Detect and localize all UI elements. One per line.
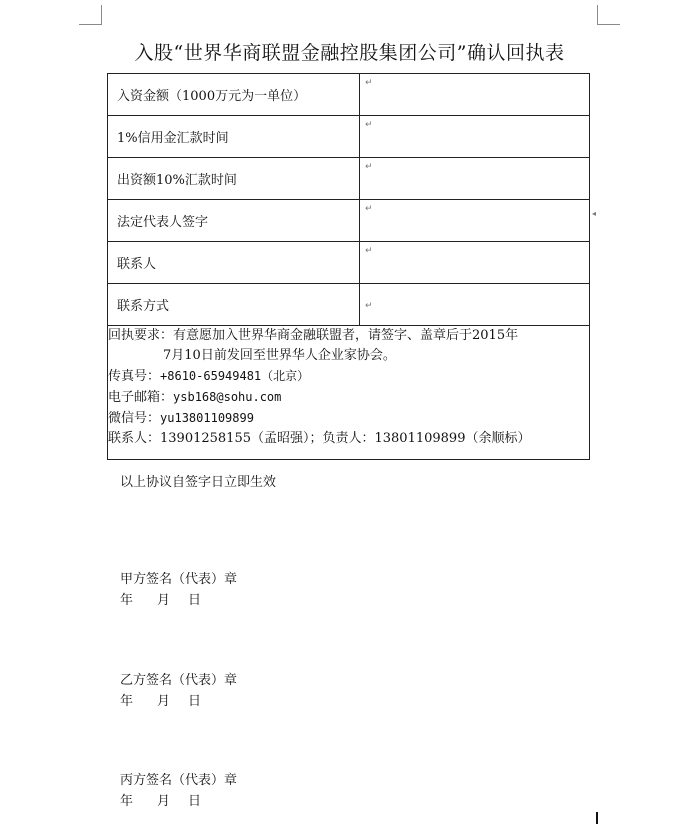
crop-mark-top-left-vertical [101, 5, 102, 25]
requirement-line: 回执要求：有意愿加入世界华商金融联盟者，请签字、盖章后于2015年 [108, 328, 519, 343]
date-day: 日 [188, 593, 202, 608]
form-label: 法定代表人签字 [108, 200, 360, 242]
document-title: 入股“世界华商联盟金融控股集团公司”确认回执表 [134, 42, 565, 64]
fax-number: +8610-65949481（北京） [160, 369, 310, 383]
paragraph-mark-icon: ↵ [365, 78, 373, 88]
date-month: 月 [157, 593, 171, 608]
crop-mark-top-left-horizontal [79, 24, 102, 25]
form-label: 联系方式 [108, 284, 360, 326]
date-month: 月 [157, 694, 171, 709]
signature-date [120, 590, 237, 611]
email-address: ysb168@sohu.com [173, 390, 282, 404]
legal-representative-signature-field[interactable] [360, 200, 590, 242]
date-year: 年 [120, 593, 134, 608]
requirement-line: 7月10日前发回至世界华人企业家协会。 [163, 348, 396, 363]
text-cursor [596, 812, 598, 824]
paragraph-mark-icon: ↵ [365, 120, 373, 130]
paragraph-mark-icon: ↵ [365, 204, 373, 214]
email-line [108, 387, 589, 408]
form-label: 联系人 [108, 242, 360, 284]
form-row-investment-amount [108, 74, 590, 116]
signature-block-party-b [120, 670, 237, 712]
date-day: 日 [188, 694, 202, 709]
form-row-notes [108, 326, 590, 460]
form-row-credit-remittance-time [108, 116, 590, 158]
paragraph-mark-icon: ↵ [365, 162, 373, 172]
contact-line: 联系人：13901258155（孟昭强）；负责人：13801109899（余顺标） [108, 431, 531, 446]
crop-mark-top-right-vertical [597, 5, 598, 25]
form-label: 出资额10%汇款时间 [108, 158, 360, 200]
form-row-legal-representative-signature [108, 200, 590, 242]
signature-date [120, 791, 237, 812]
crop-mark-top-right-horizontal [597, 24, 620, 25]
paragraph-mark-icon: ↵ [365, 301, 373, 311]
form-row-contact-person [108, 242, 590, 284]
signature-label: 甲方签名（代表）章 [120, 572, 238, 587]
wechat-line [108, 408, 589, 429]
effective-statement: 以上协议自签字日立即生效 [120, 475, 277, 490]
credit-remittance-time-field[interactable] [360, 116, 590, 158]
fax-line [108, 366, 589, 387]
wechat-label: 微信号： [108, 411, 161, 426]
wechat-id: yu13801109899 [160, 411, 254, 425]
signature-label: 丙方签名（代表）章 [120, 773, 238, 788]
form-row-contact-method [108, 284, 590, 326]
date-day: 日 [188, 794, 202, 809]
signature-date [120, 691, 237, 712]
contact-person-field[interactable] [360, 242, 590, 284]
signature-label: 乙方签名（代表）章 [120, 673, 238, 688]
signature-block-party-c [120, 770, 237, 812]
signature-block-party-a [120, 569, 237, 611]
investment-amount-field[interactable] [360, 74, 590, 116]
fax-label: 传真号： [108, 369, 161, 384]
form-label: 入资金额（1000万元为一单位） [108, 74, 360, 116]
email-label: 电子邮箱： [108, 390, 174, 405]
contact-method-field[interactable] [360, 284, 590, 326]
confirmation-form-table [107, 73, 590, 460]
date-year: 年 [120, 794, 134, 809]
form-row-capital-remittance-time [108, 158, 590, 200]
capital-remittance-time-field[interactable] [360, 158, 590, 200]
date-year: 年 [120, 694, 134, 709]
return-requirements-box [108, 326, 590, 460]
date-month: 月 [157, 794, 171, 809]
paragraph-mark-icon: ↵ [365, 246, 373, 256]
form-label: 1%信用金汇款时间 [108, 116, 360, 158]
margin-marker-icon: ◂ [592, 209, 597, 218]
